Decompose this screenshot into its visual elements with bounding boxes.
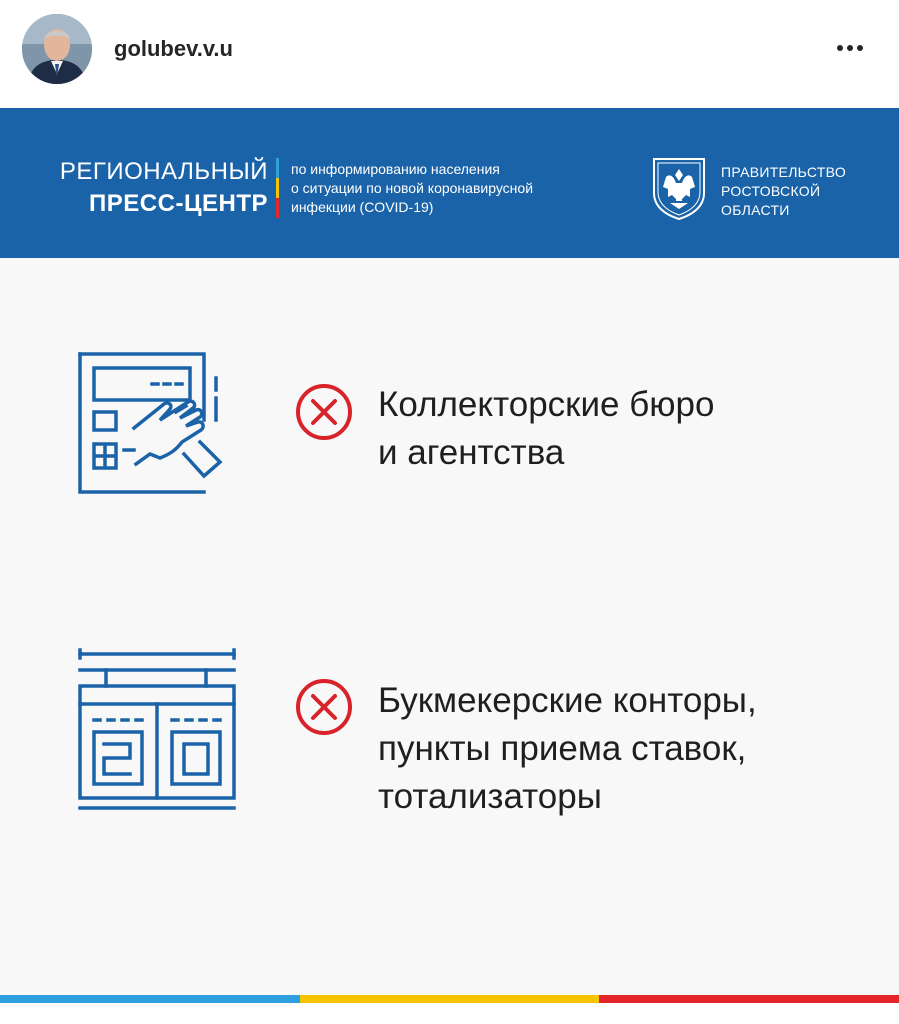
more-dot — [847, 45, 853, 51]
more-dot — [857, 45, 863, 51]
item-collectors-text — [378, 381, 714, 477]
item-collectors-line1: Коллекторские бюро — [378, 385, 715, 424]
closed-x-icon — [294, 677, 354, 737]
avatar[interactable] — [22, 14, 92, 84]
item-collectors-line2: и агентства — [378, 433, 565, 472]
banner-subtitle-line2: о ситуации по новой коронавирусной — [291, 180, 534, 196]
banner-subtitle-line1: по информированию населения — [291, 161, 500, 177]
banner-subtitle — [291, 160, 621, 217]
banner-title-line1: РЕГИОНАЛЬНЫЙ — [59, 158, 268, 185]
tricolor-footer-stripe — [0, 995, 899, 1003]
gov-line3: ОБЛАСТИ — [721, 202, 790, 218]
divider-blue — [276, 158, 279, 178]
more-options-button[interactable] — [828, 30, 872, 66]
stripe-yellow — [300, 995, 600, 1003]
banner-subtitle-line3: инфекции (COVID-19) — [291, 199, 434, 215]
item-bookmakers-line1: Букмекерские конторы, — [378, 681, 757, 720]
username[interactable]: golubev.v.u — [114, 36, 233, 61]
scoreboard-icon — [76, 648, 238, 818]
post-header — [0, 0, 899, 106]
closed-x-icon — [294, 382, 354, 442]
item-bookmakers-line2: пункты приема ставок, — [378, 729, 747, 768]
divider-red — [276, 198, 279, 218]
gov-line2: РОСТОВСКОЙ — [721, 183, 821, 199]
item-bookmakers-text — [378, 677, 757, 821]
calculator-hand-icon — [76, 350, 236, 510]
avatar-photo — [22, 14, 92, 84]
coat-of-arms-icon — [650, 155, 708, 221]
item-bookmakers-line3: тотализаторы — [378, 777, 602, 816]
gov-line1: ПРАВИТЕЛЬСТВО — [721, 164, 847, 180]
stripe-red — [599, 995, 899, 1003]
divider-yellow — [276, 178, 279, 198]
more-horizontal-icon — [837, 45, 843, 51]
post-footer-space — [0, 1003, 899, 1024]
government-label — [721, 163, 881, 220]
banner-title-line2: ПРЕСС-ЦЕНТР — [89, 190, 268, 217]
banner-tricolor-divider — [276, 158, 279, 218]
stripe-blue — [0, 995, 300, 1003]
